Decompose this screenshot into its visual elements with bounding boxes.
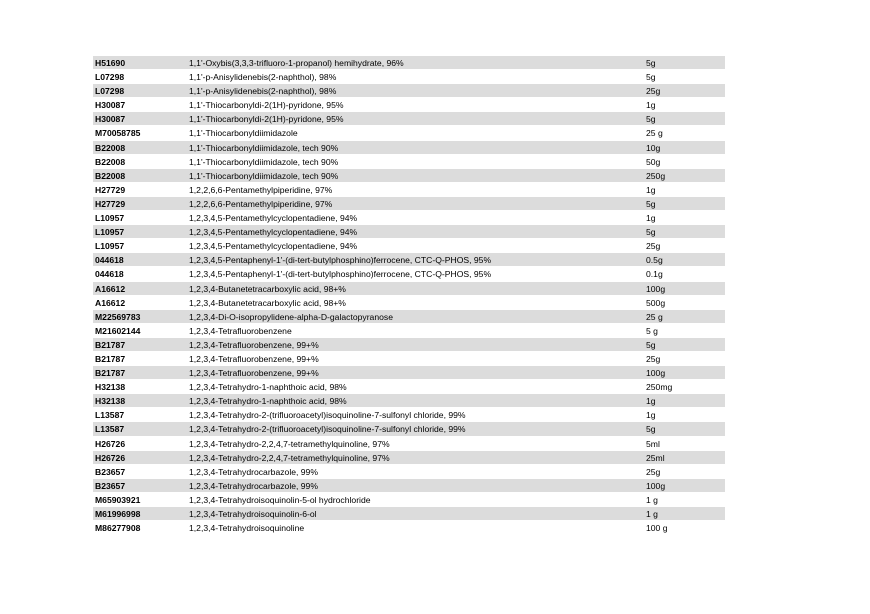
table-row <box>93 84 725 98</box>
table-row <box>93 366 725 380</box>
table-row <box>93 155 725 169</box>
product-name: 1,2,3,4-Tetrahydro-2-(trifluoroacetyl)isoquinoline-7-sulfonyl chloride, 99% <box>189 424 466 435</box>
product-quantity: 25g <box>646 241 661 252</box>
product-name: 1,2,3,4-Tetrahydrocarbazole, 99% <box>189 480 318 491</box>
table-row <box>93 239 725 253</box>
product-quantity: 1g <box>646 100 656 111</box>
product-code: M86277908 <box>95 523 141 534</box>
table-row <box>93 253 725 267</box>
product-quantity: 5ml <box>646 438 660 449</box>
product-code: B21787 <box>95 353 126 364</box>
product-code: H51690 <box>95 58 126 68</box>
product-name: 1,2,3,4,5-Pentamethylcyclopentadiene, 94% <box>189 227 358 238</box>
product-code: H27729 <box>95 184 126 195</box>
product-quantity: 5g <box>646 227 656 238</box>
table-row <box>93 408 725 422</box>
product-code: L07298 <box>95 86 125 97</box>
table-row <box>93 70 725 84</box>
table-row <box>93 422 725 436</box>
product-name: 1,2,3,4-Tetrahydro-2,2,4,7-tetramethylquinoline, 97% <box>189 452 390 463</box>
table-row <box>93 211 725 225</box>
product-name: 1,1'-Thiocarbonyldiimidazole, tech 90% <box>189 156 339 167</box>
product-name: 1,2,3,4-Di-O-isopropylidene-alpha-D-galactopyranose <box>189 311 393 322</box>
product-code: H27729 <box>95 198 126 209</box>
product-code: B21787 <box>95 339 126 350</box>
table-row <box>93 324 725 338</box>
product-code: H26726 <box>95 452 126 463</box>
product-quantity: 10g <box>646 142 661 153</box>
product-name: 1,2,3,4-Butanetetracarboxylic acid, 98+% <box>189 297 346 308</box>
product-quantity: 100g <box>646 368 666 379</box>
product-code: L10957 <box>95 213 125 224</box>
product-quantity: 5g <box>646 198 656 209</box>
product-quantity: 1g <box>646 410 656 421</box>
product-code: B23657 <box>95 466 126 477</box>
product-quantity: 500g <box>646 297 666 308</box>
table-row <box>93 197 725 211</box>
product-code: A16612 <box>95 283 126 294</box>
table-row <box>93 183 725 197</box>
product-quantity: 250g <box>646 170 666 181</box>
product-name: 1,1'-p-Anisylidenebis(2-naphthol), 98% <box>189 72 337 83</box>
product-quantity: 1g <box>646 184 656 195</box>
product-quantity: 100 g <box>646 523 668 534</box>
product-name: 1,2,3,4-Tetrafluorobenzene, 99+% <box>189 353 319 364</box>
product-quantity: 25g <box>646 353 661 364</box>
product-name: 1,2,3,4-Tetrahydro-2-(trifluoroacetyl)isoquinoline-7-sulfonyl chloride, 99% <box>189 410 466 421</box>
product-code: B22008 <box>95 156 126 167</box>
product-code: M65903921 <box>95 494 141 505</box>
product-code: H32138 <box>95 396 126 407</box>
product-quantity: 100g <box>646 480 666 491</box>
product-name: 1,2,3,4,5-Pentamethylcyclopentadiene, 94% <box>189 213 358 224</box>
table-row <box>93 338 725 352</box>
product-quantity: 5g <box>646 114 656 125</box>
table-row <box>93 507 725 521</box>
product-quantity: 1 g <box>646 509 658 519</box>
table-row <box>93 493 725 507</box>
table-row <box>93 112 725 126</box>
product-quantity: 100g <box>646 283 666 294</box>
product-name: 1,2,2,6,6-Pentamethylpiperidine, 97% <box>189 198 333 209</box>
product-name: 1,2,3,4,5-Pentaphenyl-1'-(di-tert-butylphosphino)ferrocene, CTC-Q-PHOS, 95% <box>189 269 492 280</box>
table-row <box>93 451 725 465</box>
product-name: 1,1'-Thiocarbonyldiimidazole, tech 90% <box>189 142 339 153</box>
table-row <box>93 380 725 394</box>
product-quantity: 250mg <box>646 382 673 393</box>
product-name: 1,2,3,4-Tetrahydroisoquinoline <box>189 523 305 534</box>
table-row <box>93 98 725 112</box>
product-table <box>93 56 725 535</box>
product-code: H30087 <box>95 100 126 111</box>
product-name: 1,2,3,4-Tetrahydro-1-naphthoic acid, 98% <box>189 396 347 407</box>
product-quantity: 5 g <box>646 325 658 336</box>
table-row <box>93 521 725 535</box>
product-code: L10957 <box>95 241 125 252</box>
product-quantity: 50g <box>646 156 661 167</box>
product-name: 1,1'-Thiocarbonyldiimidazole, tech 90% <box>189 170 339 181</box>
product-quantity: 0.5g <box>646 255 663 266</box>
table-row <box>93 296 725 310</box>
product-quantity: 25ml <box>646 452 665 463</box>
product-quantity: 25g <box>646 466 661 477</box>
table-row <box>93 169 725 183</box>
product-code: M21602144 <box>95 325 141 336</box>
table-row <box>93 437 725 451</box>
table-row <box>93 225 725 239</box>
product-quantity: 5g <box>646 339 656 350</box>
product-name: 1,1'-Thiocarbonyldiimidazole <box>189 128 298 139</box>
product-quantity: 5g <box>646 424 656 435</box>
table-row <box>93 352 725 366</box>
product-quantity: 25g <box>646 86 661 97</box>
product-code: L13587 <box>95 410 125 421</box>
table-row <box>93 479 725 493</box>
product-name: 1,2,2,6,6-Pentamethylpiperidine, 97% <box>189 184 333 195</box>
table-row <box>93 394 725 408</box>
table-row <box>93 56 725 70</box>
table-row <box>93 310 725 324</box>
product-quantity: 1 g <box>646 494 658 505</box>
product-name: 1,2,3,4-Tetrafluorobenzene, 99+% <box>189 368 319 379</box>
product-code: 044618 <box>95 269 124 280</box>
table-row <box>93 267 725 281</box>
product-name: 1,2,3,4-Tetrahydro-1-naphthoic acid, 98% <box>189 382 347 393</box>
product-code: B21787 <box>95 368 126 379</box>
table-row <box>93 282 725 296</box>
product-name: 1,1'-p-Anisylidenebis(2-naphthol), 98% <box>189 86 337 97</box>
product-name: 1,2,3,4-Tetrafluorobenzene, 99+% <box>189 339 319 350</box>
product-name: 1,1'-Thiocarbonyldi-2(1H)-pyridone, 95% <box>189 114 344 125</box>
table-row <box>93 126 725 140</box>
product-code: 044618 <box>95 255 124 266</box>
product-code: L13587 <box>95 424 125 435</box>
product-quantity: 5g <box>646 72 656 83</box>
product-quantity: 1g <box>646 213 656 224</box>
product-quantity: 5g <box>646 58 656 68</box>
table-row <box>93 141 725 155</box>
product-code: L07298 <box>95 72 125 83</box>
product-code: H30087 <box>95 114 126 125</box>
product-quantity: 25 g <box>646 311 663 322</box>
product-name: 1,2,3,4-Tetrahydroisoquinolin-5-ol hydrochloride <box>189 494 371 505</box>
product-name: 1,2,3,4-Tetrahydrocarbazole, 99% <box>189 466 318 477</box>
product-code: B22008 <box>95 142 126 153</box>
table-row <box>93 465 725 479</box>
product-name: 1,1'-Thiocarbonyldi-2(1H)-pyridone, 95% <box>189 100 344 111</box>
product-name: 1,1'-Oxybis(3,3,3-trifluoro-1-propanol) hemihydrate, 96% <box>189 58 404 68</box>
product-code: M70058785 <box>95 128 141 139</box>
product-name: 1,2,3,4-Butanetetracarboxylic acid, 98+% <box>189 283 346 294</box>
product-name: 1,2,3,4-Tetrahydro-2,2,4,7-tetramethylquinoline, 97% <box>189 438 390 449</box>
product-code: H26726 <box>95 438 126 449</box>
product-code: B23657 <box>95 480 126 491</box>
product-quantity: 0.1g <box>646 269 663 280</box>
product-code: M22569783 <box>95 311 141 322</box>
product-name: 1,2,3,4-Tetrahydroisoquinolin-6-ol <box>189 509 317 519</box>
product-code: B22008 <box>95 170 126 181</box>
product-code: H32138 <box>95 382 126 393</box>
product-name: 1,2,3,4,5-Pentamethylcyclopentadiene, 94% <box>189 241 358 252</box>
product-code: M61996998 <box>95 509 141 519</box>
product-code: L10957 <box>95 227 125 238</box>
product-name: 1,2,3,4-Tetrafluorobenzene <box>189 325 292 336</box>
product-quantity: 1g <box>646 396 656 407</box>
product-name: 1,2,3,4,5-Pentaphenyl-1'-(di-tert-butylphosphino)ferrocene, CTC-Q-PHOS, 95% <box>189 255 492 266</box>
product-quantity: 25 g <box>646 128 663 139</box>
product-code: A16612 <box>95 297 126 308</box>
